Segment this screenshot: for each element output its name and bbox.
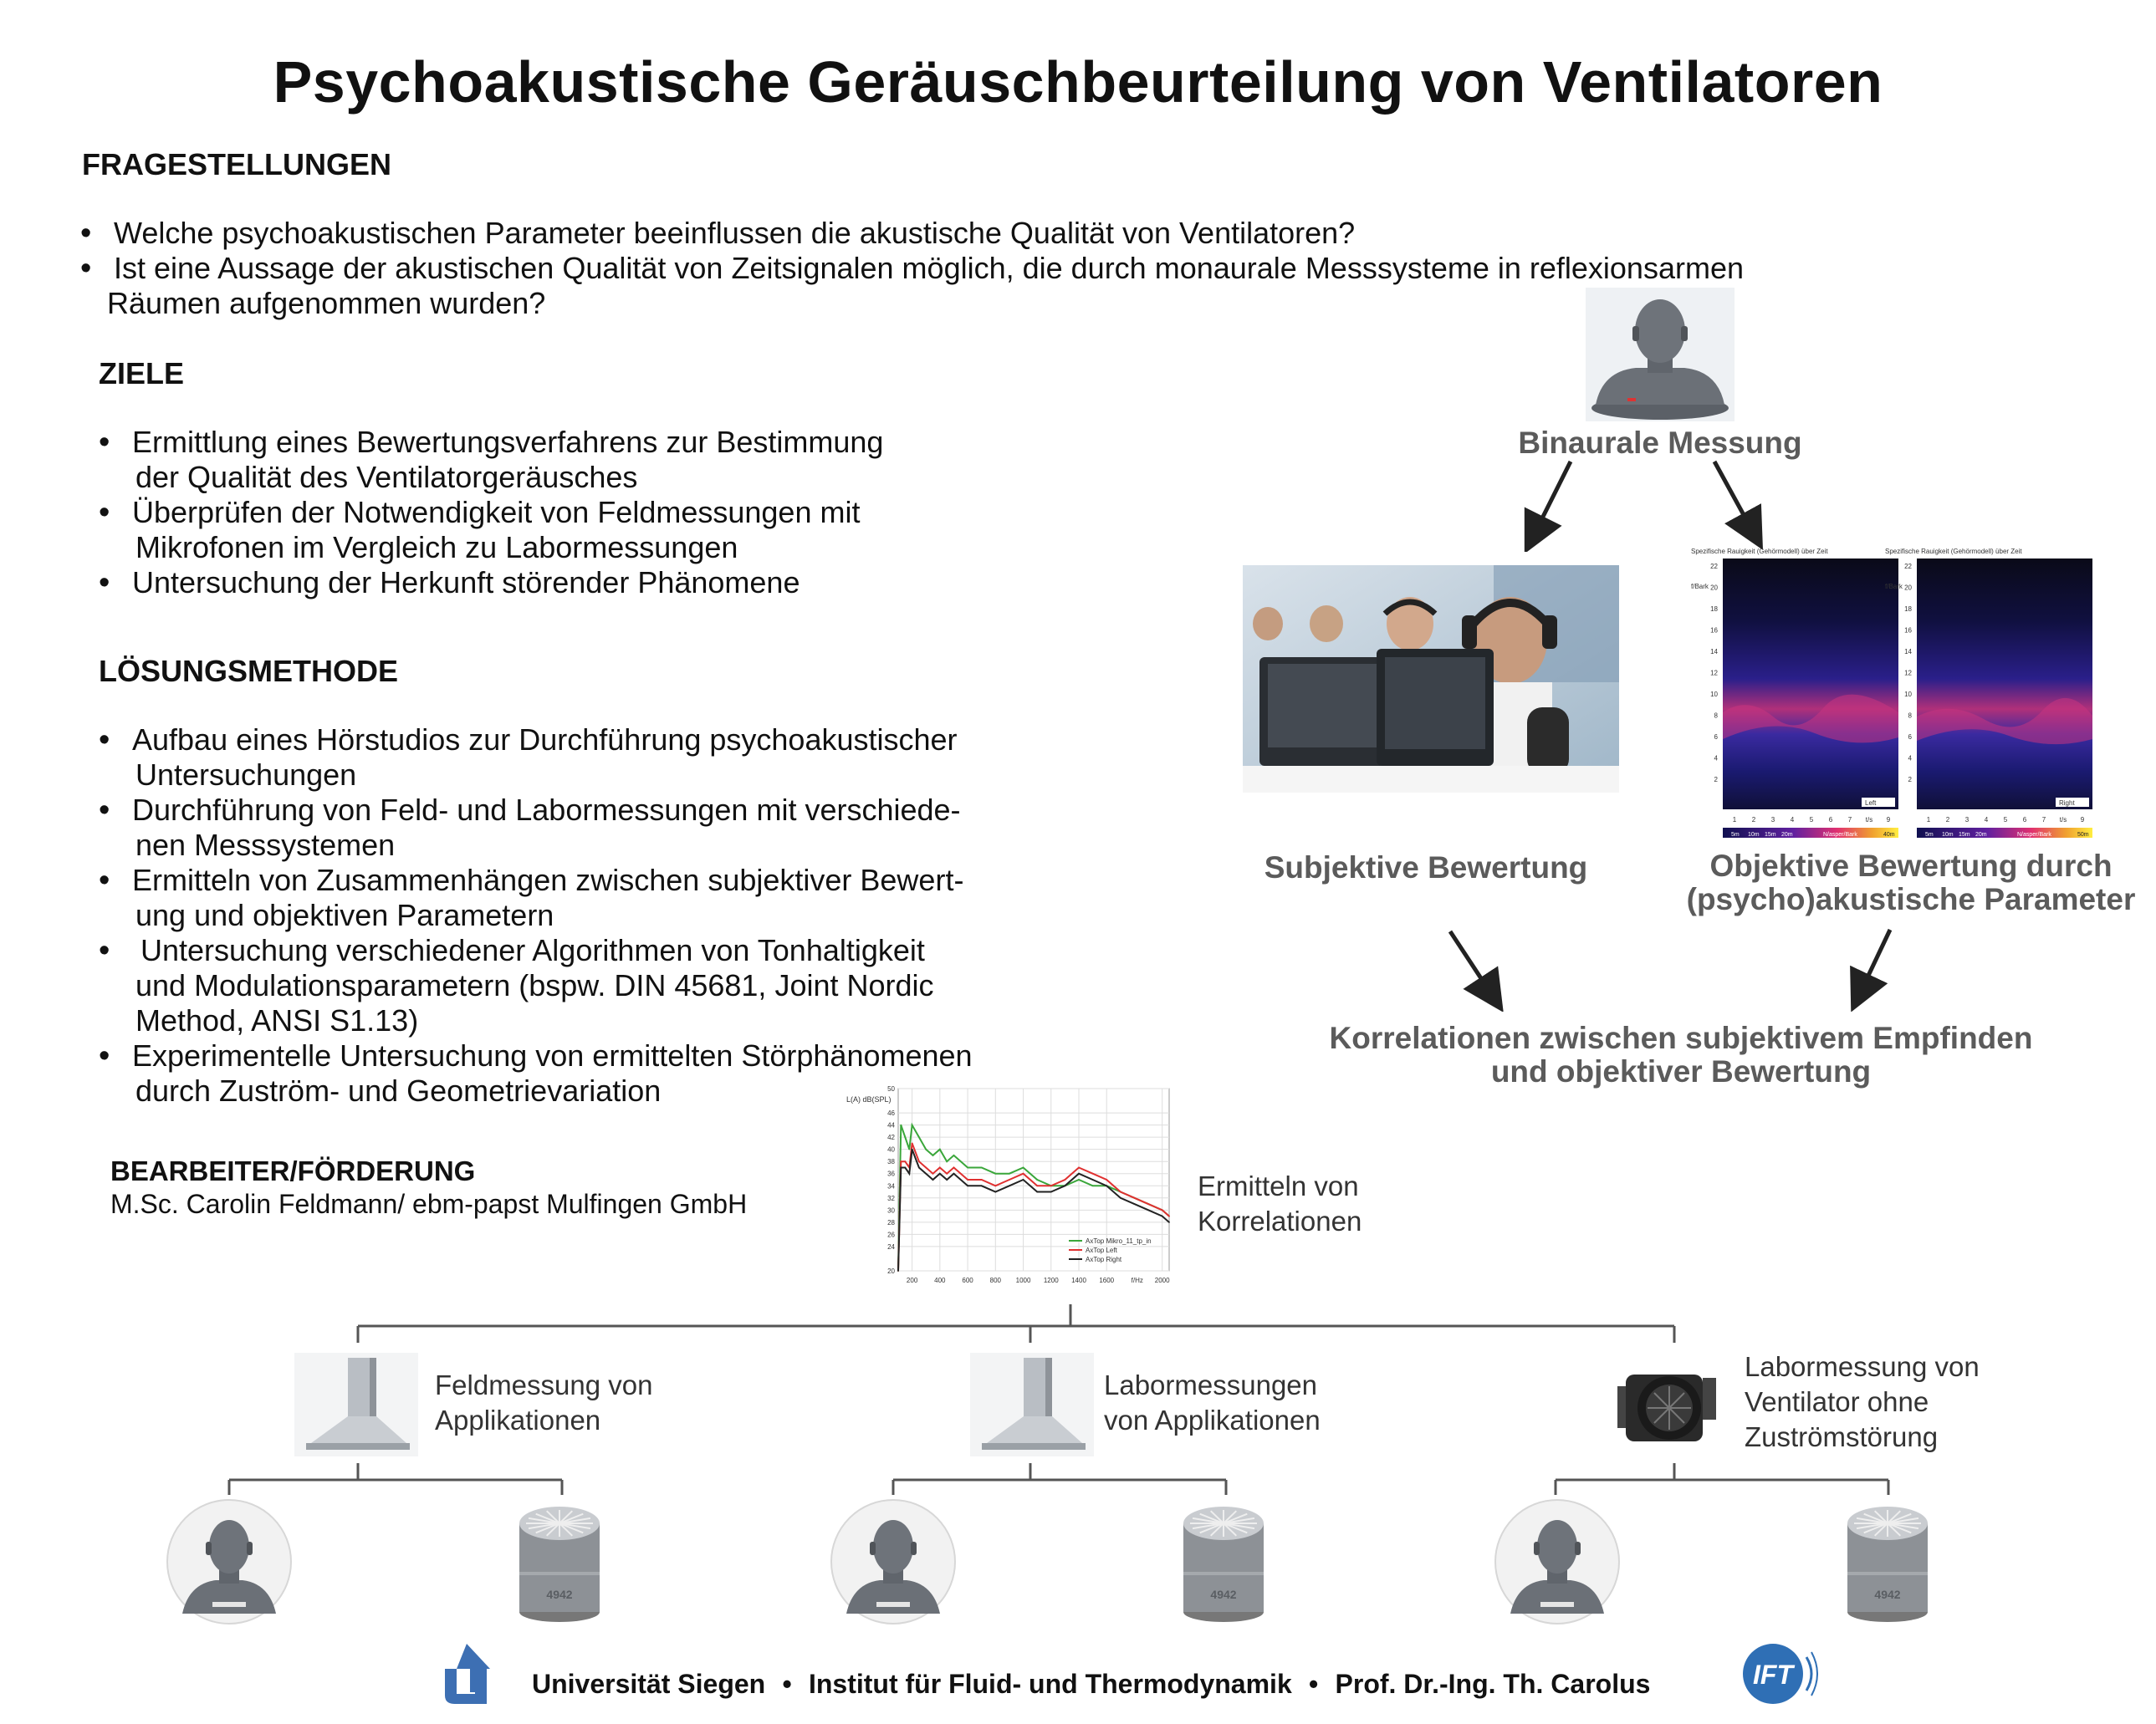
spectrogram-ytick-label: 8 bbox=[1908, 712, 1912, 720]
chart-ytick-label: 42 bbox=[887, 1134, 895, 1142]
chart-data-point bbox=[994, 1185, 996, 1186]
spectrogram-scale-label: N/asper/Bark bbox=[2017, 832, 2051, 838]
branch-line: von Applikationen bbox=[1104, 1405, 1321, 1436]
legend-label: AxTop Left bbox=[1086, 1247, 1117, 1254]
chart-data-point bbox=[1147, 1203, 1149, 1205]
chart-data-point bbox=[939, 1167, 941, 1169]
chart-data-point bbox=[1009, 1173, 1010, 1175]
dummy-head-photo bbox=[1586, 288, 1735, 421]
microphone-icon bbox=[1840, 1502, 1935, 1625]
chart-xtick-label: 1600 bbox=[1099, 1277, 1115, 1284]
chart-xtick-label: 2000 bbox=[1154, 1277, 1170, 1284]
chart-data-point bbox=[1134, 1197, 1136, 1199]
spectrogram-xtick-label: 6 bbox=[1828, 816, 1833, 824]
spectrogram-ytick-label: 20 bbox=[1904, 584, 1912, 592]
spectrogram-xtick-label: 4 bbox=[1984, 816, 1989, 824]
spectrogram-scale-label: N/asper/Bark bbox=[1823, 832, 1857, 838]
list-item: • Ermittlung eines Bewertungsverfahrens zur Bestimmung bbox=[99, 425, 1102, 460]
chart-data-point bbox=[1064, 1179, 1065, 1181]
page-title: Psychoakustische Geräuschbeurteilung von Ventilatoren bbox=[273, 49, 1883, 115]
list-item: • Ist eine Aussage der akustischen Qualität von Zeitsignalen möglich, die durch monaurale Messsysteme in reflexionsarmen bbox=[80, 251, 1920, 286]
list-item-continuation: ung und objektiven Parametern bbox=[135, 898, 554, 932]
spectrogram-scale-label: 50m bbox=[2077, 832, 2089, 838]
chart-data-point bbox=[925, 1167, 927, 1169]
spectrogram-xtick-label: t/s bbox=[2059, 816, 2067, 824]
list-item-continuation: Räumen aufgenommen wurden? bbox=[107, 286, 546, 320]
chart-ytick-label: 36 bbox=[887, 1170, 895, 1178]
chart-ytick-label: 38 bbox=[887, 1158, 895, 1166]
microphone-model-label: 4942 bbox=[1874, 1588, 1901, 1601]
branch-label-feld bbox=[435, 1368, 652, 1438]
chart-data-point bbox=[967, 1185, 968, 1186]
chart-data-point bbox=[994, 1191, 996, 1193]
spectrogram-ytick-label: 14 bbox=[1710, 648, 1718, 655]
spectrogram-xtick-label: 3 bbox=[1770, 816, 1775, 824]
chart-data-point bbox=[1036, 1185, 1038, 1186]
chart-data-point bbox=[953, 1173, 955, 1175]
spectrogram-scale-label: 20m bbox=[1975, 832, 1987, 838]
microphone-model-label: 4942 bbox=[546, 1588, 573, 1601]
chart-data-point bbox=[946, 1179, 948, 1181]
branch-line: Labormessungen bbox=[1104, 1370, 1318, 1400]
list-item-continuation: Mikrofonen im Vergleich zu Labormessungen bbox=[135, 530, 738, 564]
chart-data-point bbox=[1078, 1179, 1080, 1181]
spectrogram-xtick-label: 5 bbox=[1809, 816, 1814, 824]
chart-data-point bbox=[932, 1155, 934, 1156]
legend-label: AxTop Mikro_11_tp_in bbox=[1086, 1237, 1152, 1245]
chart-data-point bbox=[939, 1173, 941, 1175]
university-logo-icon bbox=[442, 1644, 500, 1707]
spectrogram-xtick-label: 9 bbox=[1886, 816, 1891, 824]
chart-data-point bbox=[900, 1167, 902, 1169]
chart-data-point bbox=[918, 1167, 920, 1169]
spectrogram-xtick-label: 1 bbox=[1926, 816, 1931, 824]
subjektiv-label: Subjektive Bewertung bbox=[1264, 850, 1588, 885]
chart-data-point bbox=[1162, 1216, 1163, 1217]
range-hood-icon bbox=[970, 1353, 1094, 1456]
spectrogram-ytick-label: 10 bbox=[1904, 691, 1912, 698]
spectrogram-ytick-label: 6 bbox=[1908, 733, 1912, 741]
binaural-label: Binaurale Messung bbox=[1518, 426, 1802, 460]
chart-data-point bbox=[1092, 1179, 1094, 1181]
list-item: • Experimentelle Untersuchung von ermittelten Störphänomenen bbox=[99, 1038, 1144, 1074]
ift-logo-icon bbox=[1740, 1640, 1818, 1707]
chart-ytick-label: 40 bbox=[887, 1145, 895, 1154]
objektiv-line: Objektive Bewertung durch bbox=[1709, 849, 2113, 883]
spectrogram-xtick-label: 4 bbox=[1790, 816, 1795, 824]
chart-data-point bbox=[1134, 1203, 1136, 1205]
chart-data-point bbox=[1162, 1209, 1163, 1211]
chart-data-point bbox=[1092, 1173, 1094, 1175]
chart-ytick-label: 24 bbox=[887, 1242, 895, 1251]
arrows-top bbox=[1505, 451, 1790, 552]
chart-data-point bbox=[1064, 1185, 1065, 1186]
spectrogram-ytick-label: 2 bbox=[1714, 776, 1718, 783]
chart-data-point bbox=[1092, 1185, 1094, 1186]
dummy-head-icon bbox=[828, 1497, 958, 1627]
chart-data-point bbox=[912, 1143, 913, 1145]
spectrogram-xtick-label: 2 bbox=[1945, 816, 1950, 824]
spectrogram-xtick-label: 5 bbox=[2003, 816, 2008, 824]
chart-data-point bbox=[900, 1160, 902, 1162]
spectrogram-ytick-label: 6 bbox=[1714, 733, 1718, 741]
chart-xtick-label: 1000 bbox=[1015, 1277, 1031, 1284]
spectrogram-scale-label: 40m bbox=[1883, 832, 1895, 838]
objektiv-label bbox=[1673, 849, 2149, 916]
branch-line: Zuströmstörung bbox=[1745, 1421, 1939, 1452]
chart-data-point bbox=[1106, 1185, 1107, 1186]
chart-data-point bbox=[1050, 1185, 1052, 1186]
chart-ylabel: L(A) dB(SPL) bbox=[846, 1095, 892, 1104]
footer-institut: Institut für Fluid- und Thermodynamik bbox=[808, 1669, 1292, 1699]
spectrogram-xtick-label: 7 bbox=[2041, 816, 2046, 824]
chart-data-point bbox=[1168, 1216, 1170, 1217]
spectrogram-unit: f/Bark bbox=[1691, 583, 1709, 590]
chart-data-point bbox=[1106, 1179, 1107, 1181]
spectrogram-ytick-label: 18 bbox=[1904, 605, 1912, 613]
chart-data-point bbox=[904, 1167, 906, 1169]
chart-data-point bbox=[1078, 1173, 1080, 1175]
list-item-continuation: Method, ANSI S1.13) bbox=[135, 1003, 419, 1038]
spectrogram-scale-label: 10m bbox=[1748, 832, 1760, 838]
chart-data-point bbox=[946, 1160, 948, 1162]
chart-data-point bbox=[1023, 1179, 1024, 1181]
spectrogram-ytick-label: 18 bbox=[1710, 605, 1718, 613]
ziele-heading: ZIELE bbox=[99, 356, 185, 390]
fragestellungen-heading: FRAGESTELLUNGEN bbox=[82, 147, 392, 181]
spectrogram-scale-label: 5m bbox=[1925, 832, 1934, 838]
list-item: • Durchführung von Feld- und Labormessungen mit verschiede- bbox=[99, 793, 1144, 828]
footer-bar bbox=[532, 1669, 1650, 1700]
spectrogram-xtick-label: 1 bbox=[1732, 816, 1737, 824]
spectrogram-ytick-label: 2 bbox=[1908, 776, 1912, 783]
spectrogram-ytick-label: 12 bbox=[1904, 669, 1912, 677]
branch-line: Feldmessung von bbox=[435, 1370, 653, 1400]
spectrogram-ytick-label: 14 bbox=[1904, 648, 1912, 655]
spectrogram-ytick-label: 4 bbox=[1714, 754, 1718, 763]
chart-data-point bbox=[1050, 1191, 1052, 1193]
chart-data-point bbox=[1023, 1167, 1024, 1169]
chart-data-point bbox=[932, 1173, 934, 1175]
ermitteln-line: Korrelationen bbox=[1198, 1206, 1362, 1237]
chart-data-point bbox=[1168, 1222, 1170, 1223]
spectrogram-ytick-label: 22 bbox=[1904, 563, 1912, 570]
spectrogram-xtick-label: 3 bbox=[1964, 816, 1970, 824]
chart-data-point bbox=[1009, 1179, 1010, 1181]
chart-data-point bbox=[1023, 1173, 1024, 1175]
legend-label: AxTop Right bbox=[1086, 1256, 1122, 1263]
spectrogram-left bbox=[1689, 545, 1905, 843]
chart-data-point bbox=[912, 1125, 913, 1126]
dummy-head-icon bbox=[1492, 1497, 1622, 1627]
spectrogram-channel-label: Left bbox=[1865, 799, 1877, 807]
separator-dot: • bbox=[1309, 1669, 1319, 1699]
chart-data-point bbox=[900, 1125, 902, 1126]
chart-data-point bbox=[925, 1149, 927, 1150]
spectrogram-ytick-label: 12 bbox=[1710, 669, 1718, 677]
arrows-bottom bbox=[1438, 920, 1907, 1012]
chart-data-point bbox=[1120, 1191, 1121, 1193]
spectrogram-ytick-label: 8 bbox=[1714, 712, 1718, 720]
korrelation-line: und objektiver Bewertung bbox=[1490, 1054, 1872, 1089]
ift-logo-text: IFT bbox=[1753, 1660, 1793, 1690]
spectrogram-ytick-label: 4 bbox=[1908, 754, 1912, 763]
chart-ytick-label: 32 bbox=[887, 1194, 895, 1202]
bearbeiter-text: M.Sc. Carolin Feldmann/ ebm-papst Mulfingen GmbH bbox=[110, 1189, 748, 1219]
spectrogram-scale-label: 15m bbox=[1765, 832, 1776, 838]
fan-icon bbox=[1614, 1353, 1726, 1456]
microphone-icon bbox=[512, 1502, 607, 1625]
chart-ytick-label: 50 bbox=[887, 1085, 895, 1093]
spectrogram-ytick-label: 16 bbox=[1710, 626, 1718, 635]
chart-data-point bbox=[918, 1136, 920, 1138]
list-item: • Untersuchung der Herkunft störender Phänomene bbox=[99, 565, 1102, 600]
spectrogram-xtick-label: t/s bbox=[1865, 816, 1873, 824]
chart-data-point bbox=[967, 1167, 968, 1169]
spectrogram-scale-label: 10m bbox=[1942, 832, 1954, 838]
spectrogram-xtick-label: 9 bbox=[2080, 816, 2085, 824]
microphone-icon bbox=[1176, 1502, 1271, 1625]
list-item-continuation: nen Messsystemen bbox=[135, 828, 396, 862]
spectrogram-scale-label: 20m bbox=[1781, 832, 1793, 838]
chart-data-point bbox=[904, 1160, 906, 1162]
chart-data-point bbox=[912, 1149, 913, 1150]
chart-xtick-label: 800 bbox=[989, 1277, 1001, 1284]
objektiv-line: (psycho)akustische Parameter bbox=[1686, 882, 2136, 916]
chart-data-point bbox=[904, 1136, 906, 1138]
chart-data-point bbox=[925, 1173, 927, 1175]
list-item: • Ermitteln von Zusammenhängen zwischen subjektiver Bewert- bbox=[99, 863, 1144, 898]
chart-data-point bbox=[994, 1173, 996, 1175]
list-item-continuation: der Qualität des Ventilatorgeräusches bbox=[135, 460, 638, 494]
spectrogram-scale-label: 15m bbox=[1959, 832, 1970, 838]
list-item-continuation: Untersuchungen bbox=[135, 757, 357, 792]
footer-university: Universität Siegen bbox=[532, 1669, 766, 1699]
chart-data-point bbox=[981, 1179, 983, 1181]
chart-data-point bbox=[1147, 1209, 1149, 1211]
spectrogram-unit: f/Bark bbox=[1885, 583, 1903, 590]
chart-xtick-label: 400 bbox=[934, 1277, 946, 1284]
spectrogram-right bbox=[1883, 545, 2099, 843]
spectrogram-xtick-label: 6 bbox=[2022, 816, 2027, 824]
spectrogram-ytick-label: 10 bbox=[1710, 691, 1718, 698]
loesungsmethode-heading: LÖSUNGSMETHODE bbox=[99, 654, 399, 688]
list-item: • Untersuchung verschiedener Algorithmen von Tonhaltigkeit bbox=[99, 933, 1144, 968]
chart-ytick-label: 46 bbox=[887, 1109, 895, 1118]
ermitteln-label bbox=[1198, 1169, 1362, 1239]
spectrogram-ytick-label: 20 bbox=[1710, 584, 1718, 592]
list-item: • Welche psychoakustischen Parameter beeinflussen die akustische Qualität von Ventilatoren? bbox=[80, 216, 1920, 251]
chart-data-point bbox=[918, 1160, 920, 1162]
chart-data-point bbox=[908, 1173, 910, 1175]
chart-xtick-label: 1200 bbox=[1043, 1277, 1059, 1284]
spectrogram-ytick-label: 22 bbox=[1710, 563, 1718, 570]
chart-data-point bbox=[897, 1270, 899, 1272]
list-item: • Überprüfen der Notwendigkeit von Feldmessungen mit bbox=[99, 495, 1102, 530]
chart-xtick-label: f/Hz bbox=[1131, 1277, 1143, 1284]
chart-data-point bbox=[1036, 1179, 1038, 1181]
chart-data-point bbox=[981, 1185, 983, 1186]
chart-ytick-label: 20 bbox=[887, 1267, 895, 1275]
ermitteln-line: Ermitteln von bbox=[1198, 1171, 1359, 1201]
chart-data-point bbox=[953, 1155, 955, 1156]
list-item: • Aufbau eines Hörstudios zur Durchführung psychoakustischer bbox=[99, 722, 1144, 757]
spectrogram-caption: Spezifische Rauigkeit (Gehörmodell) über Zeit bbox=[1691, 548, 1828, 555]
korrelation-label bbox=[1305, 1022, 2057, 1089]
branch-line: Ventilator ohne bbox=[1745, 1386, 1929, 1417]
spectrogram-xtick-label: 2 bbox=[1751, 816, 1756, 824]
chart-xtick-label: 200 bbox=[906, 1277, 918, 1284]
chart-data-point bbox=[981, 1167, 983, 1169]
list-item-continuation: durch Zuström- und Geometrievariation bbox=[135, 1074, 662, 1108]
branch-line: Applikationen bbox=[435, 1405, 601, 1436]
chart-data-point bbox=[1036, 1191, 1038, 1193]
dummy-head-icon bbox=[164, 1497, 294, 1627]
korrelation-line: Korrelationen zwischen subjektivem Empfinden bbox=[1329, 1021, 2033, 1055]
list-item-continuation: und Modulationsparametern (bspw. DIN 45681, Joint Nordic bbox=[135, 968, 934, 1002]
chart-ytick-label: 28 bbox=[887, 1218, 895, 1227]
chart-data-point bbox=[908, 1149, 910, 1150]
branch-label-ventilator bbox=[1745, 1349, 1980, 1455]
spectrogram-ytick-label: 16 bbox=[1904, 626, 1912, 635]
chart-data-point bbox=[953, 1167, 955, 1169]
spectrogram-xtick-label: 7 bbox=[1847, 816, 1852, 824]
chart-ytick-label: 44 bbox=[887, 1121, 895, 1130]
branch-line: Labormessung von bbox=[1745, 1351, 1980, 1382]
microphone-model-label: 4942 bbox=[1210, 1588, 1237, 1601]
chart-data-point bbox=[939, 1149, 941, 1150]
spectrum-chart bbox=[845, 1082, 1179, 1293]
chart-ytick-label: 34 bbox=[887, 1182, 895, 1191]
chart-data-point bbox=[1120, 1197, 1121, 1199]
spectrogram-channel-label: Right bbox=[2059, 799, 2075, 807]
ziele-list bbox=[99, 425, 1102, 600]
bearbeiter-heading: BEARBEITER/FÖRDERUNG bbox=[110, 1155, 476, 1186]
chart-xtick-label: 1400 bbox=[1071, 1277, 1086, 1284]
chart-data-point bbox=[967, 1179, 968, 1181]
chart-data-point bbox=[932, 1179, 934, 1181]
chart-data-point bbox=[1009, 1185, 1010, 1186]
chart-data-point bbox=[1078, 1167, 1080, 1169]
chart-data-point bbox=[946, 1173, 948, 1175]
chart-ytick-label: 26 bbox=[887, 1231, 895, 1239]
branch-label-labor bbox=[1104, 1368, 1321, 1438]
chart-ytick-label: 30 bbox=[887, 1206, 895, 1215]
spectrogram-scale-label: 5m bbox=[1731, 832, 1740, 838]
separator-dot: • bbox=[782, 1669, 792, 1699]
spectrogram-caption: Spezifische Rauigkeit (Gehörmodell) über Zeit bbox=[1885, 548, 2022, 555]
loesungsmethode-list bbox=[99, 722, 1144, 1109]
footer-prof: Prof. Dr.-Ing. Th. Carolus bbox=[1335, 1669, 1651, 1699]
chart-xtick-label: 600 bbox=[962, 1277, 973, 1284]
listening-studio-photo bbox=[1243, 565, 1619, 793]
range-hood-icon bbox=[294, 1353, 418, 1456]
